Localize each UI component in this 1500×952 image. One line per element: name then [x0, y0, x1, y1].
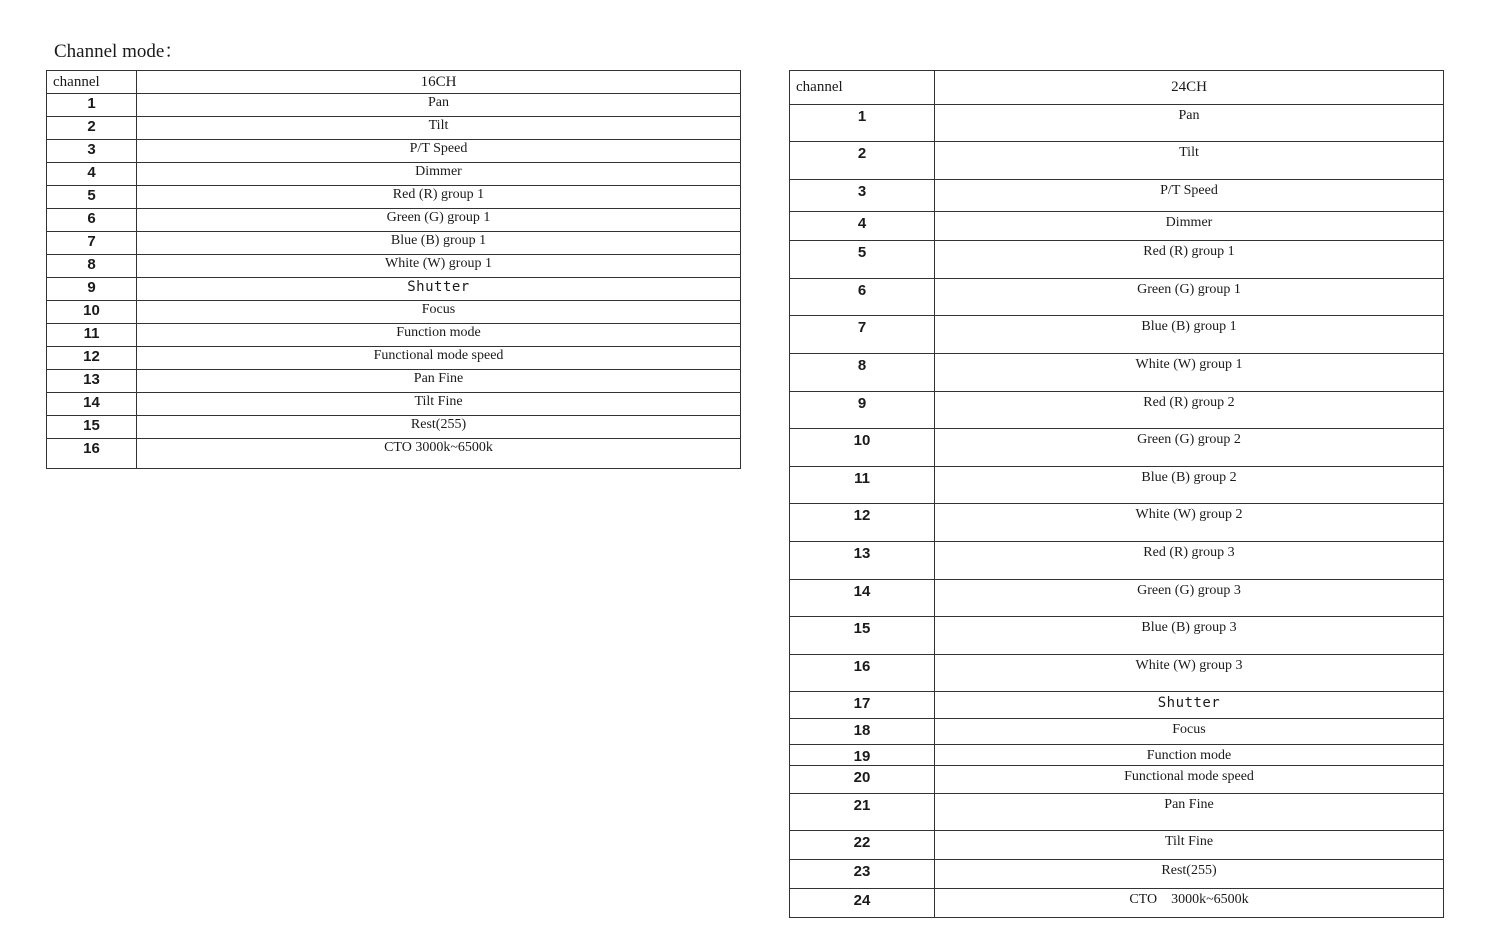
channel-function: Rest(255)	[935, 860, 1444, 889]
table-row	[47, 416, 741, 439]
table-row	[47, 94, 741, 117]
channel-function: Blue (B) group 1	[935, 316, 1444, 354]
channel-number: 4	[790, 212, 935, 241]
channel-function: Function mode	[935, 745, 1444, 766]
channel-number: 11	[47, 324, 137, 347]
table-row	[47, 439, 741, 469]
table-row	[790, 794, 1444, 831]
table-row	[790, 745, 1444, 766]
channel-number: 12	[790, 504, 935, 542]
table-row	[790, 860, 1444, 889]
table-row	[790, 429, 1444, 467]
table-header-row	[47, 71, 741, 94]
table-row	[47, 393, 741, 416]
table-row	[47, 186, 741, 209]
table-row	[47, 117, 741, 140]
channel-function: Red (R) group 2	[935, 392, 1444, 429]
table-row	[790, 105, 1444, 142]
channel-function: Red (R) group 3	[935, 542, 1444, 580]
channel-number: 16	[47, 439, 137, 469]
channel-number: 16	[790, 655, 935, 692]
channel-number: 14	[790, 580, 935, 617]
channel-function: Blue (B) group 1	[137, 232, 741, 255]
channel-function: Green (G) group 3	[935, 580, 1444, 617]
channel-number: 8	[47, 255, 137, 278]
table-row	[47, 370, 741, 393]
channel-function: Shutter	[935, 692, 1444, 719]
table-row	[790, 542, 1444, 580]
channel-number: 4	[47, 163, 137, 186]
channel-number: 18	[790, 719, 935, 745]
channel-table-16ch	[46, 70, 741, 469]
channel-function: Shutter	[137, 278, 741, 301]
channel-number: 7	[47, 232, 137, 255]
channel-number: 9	[790, 392, 935, 429]
channel-function: Green (G) group 2	[935, 429, 1444, 467]
channel-number: 12	[47, 347, 137, 370]
table-row	[790, 354, 1444, 392]
page-title: Channel mode：	[54, 41, 184, 62]
channel-column-header: channel	[790, 71, 935, 105]
table-row	[47, 209, 741, 232]
channel-number: 7	[790, 316, 935, 354]
mode-column-header: 16CH	[137, 71, 741, 94]
channel-number: 9	[47, 278, 137, 301]
channel-function: Functional mode speed	[935, 766, 1444, 794]
table-row	[790, 316, 1444, 354]
table-row	[790, 831, 1444, 860]
channel-number: 10	[790, 429, 935, 467]
table-row	[790, 142, 1444, 180]
channel-function: White (W) group 2	[935, 504, 1444, 542]
table-row	[790, 889, 1444, 918]
channel-function: Dimmer	[935, 212, 1444, 241]
channel-number: 21	[790, 794, 935, 831]
channel-function: Pan	[935, 105, 1444, 142]
channel-function: Red (R) group 1	[137, 186, 741, 209]
channel-function: Focus	[137, 301, 741, 324]
channel-column-header: channel	[47, 71, 137, 94]
channel-number: 5	[47, 186, 137, 209]
channel-function: White (W) group 3	[935, 655, 1444, 692]
channel-number: 19	[790, 745, 935, 766]
table-row	[790, 766, 1444, 794]
table-row	[47, 163, 741, 186]
table-row	[790, 392, 1444, 429]
table-row	[47, 232, 741, 255]
channel-function: Tilt Fine	[935, 831, 1444, 860]
channel-number: 6	[47, 209, 137, 232]
channel-number: 20	[790, 766, 935, 794]
channel-number: 1	[790, 105, 935, 142]
channel-number: 15	[47, 416, 137, 439]
channel-number: 10	[47, 301, 137, 324]
channel-table-24ch	[789, 70, 1444, 918]
channel-function: CTO 3000k~6500k	[935, 889, 1444, 918]
channel-function: Tilt	[935, 142, 1444, 180]
channel-function: Blue (B) group 2	[935, 467, 1444, 504]
table-row	[790, 504, 1444, 542]
channel-function: CTO 3000k~6500k	[137, 439, 741, 469]
channel-function: Pan Fine	[137, 370, 741, 393]
channel-function: Pan Fine	[935, 794, 1444, 831]
channel-number: 1	[47, 94, 137, 117]
channel-number: 13	[47, 370, 137, 393]
table-row	[47, 255, 741, 278]
channel-function: Pan	[137, 94, 741, 117]
table-row	[790, 580, 1444, 617]
channel-number: 3	[790, 180, 935, 212]
channel-number: 17	[790, 692, 935, 719]
channel-number: 22	[790, 831, 935, 860]
channel-function: White (W) group 1	[137, 255, 741, 278]
table-header-row	[790, 71, 1444, 105]
table-row	[790, 692, 1444, 719]
table-row	[790, 180, 1444, 212]
channel-number: 3	[47, 140, 137, 163]
channel-function: Dimmer	[137, 163, 741, 186]
channel-number: 5	[790, 241, 935, 279]
table-row	[47, 278, 741, 301]
channel-function: Function mode	[137, 324, 741, 347]
channel-number: 11	[790, 467, 935, 504]
channel-function: Focus	[935, 719, 1444, 745]
channel-function: P/T Speed	[137, 140, 741, 163]
table-row	[47, 324, 741, 347]
table-row	[790, 617, 1444, 655]
channel-function: Blue (B) group 3	[935, 617, 1444, 655]
channel-function: White (W) group 1	[935, 354, 1444, 392]
channel-number: 15	[790, 617, 935, 655]
channel-function: Red (R) group 1	[935, 241, 1444, 279]
table-row	[790, 279, 1444, 316]
channel-function: Functional mode speed	[137, 347, 741, 370]
channel-number: 8	[790, 354, 935, 392]
channel-number: 2	[790, 142, 935, 180]
channel-number: 2	[47, 117, 137, 140]
channel-function: Green (G) group 1	[935, 279, 1444, 316]
channel-number: 23	[790, 860, 935, 889]
channel-function: Tilt Fine	[137, 393, 741, 416]
channel-function: Rest(255)	[137, 416, 741, 439]
channel-number: 24	[790, 889, 935, 918]
channel-function: P/T Speed	[935, 180, 1444, 212]
table-row	[47, 140, 741, 163]
channel-number: 6	[790, 279, 935, 316]
table-row	[790, 212, 1444, 241]
channel-function: Tilt	[137, 117, 741, 140]
table-row	[790, 241, 1444, 279]
table-row	[790, 719, 1444, 745]
channel-number: 14	[47, 393, 137, 416]
table-row	[790, 467, 1444, 504]
table-row	[47, 347, 741, 370]
channel-function: Green (G) group 1	[137, 209, 741, 232]
table-row	[47, 301, 741, 324]
table-row	[790, 655, 1444, 692]
mode-column-header: 24CH	[935, 71, 1444, 105]
channel-number: 13	[790, 542, 935, 580]
